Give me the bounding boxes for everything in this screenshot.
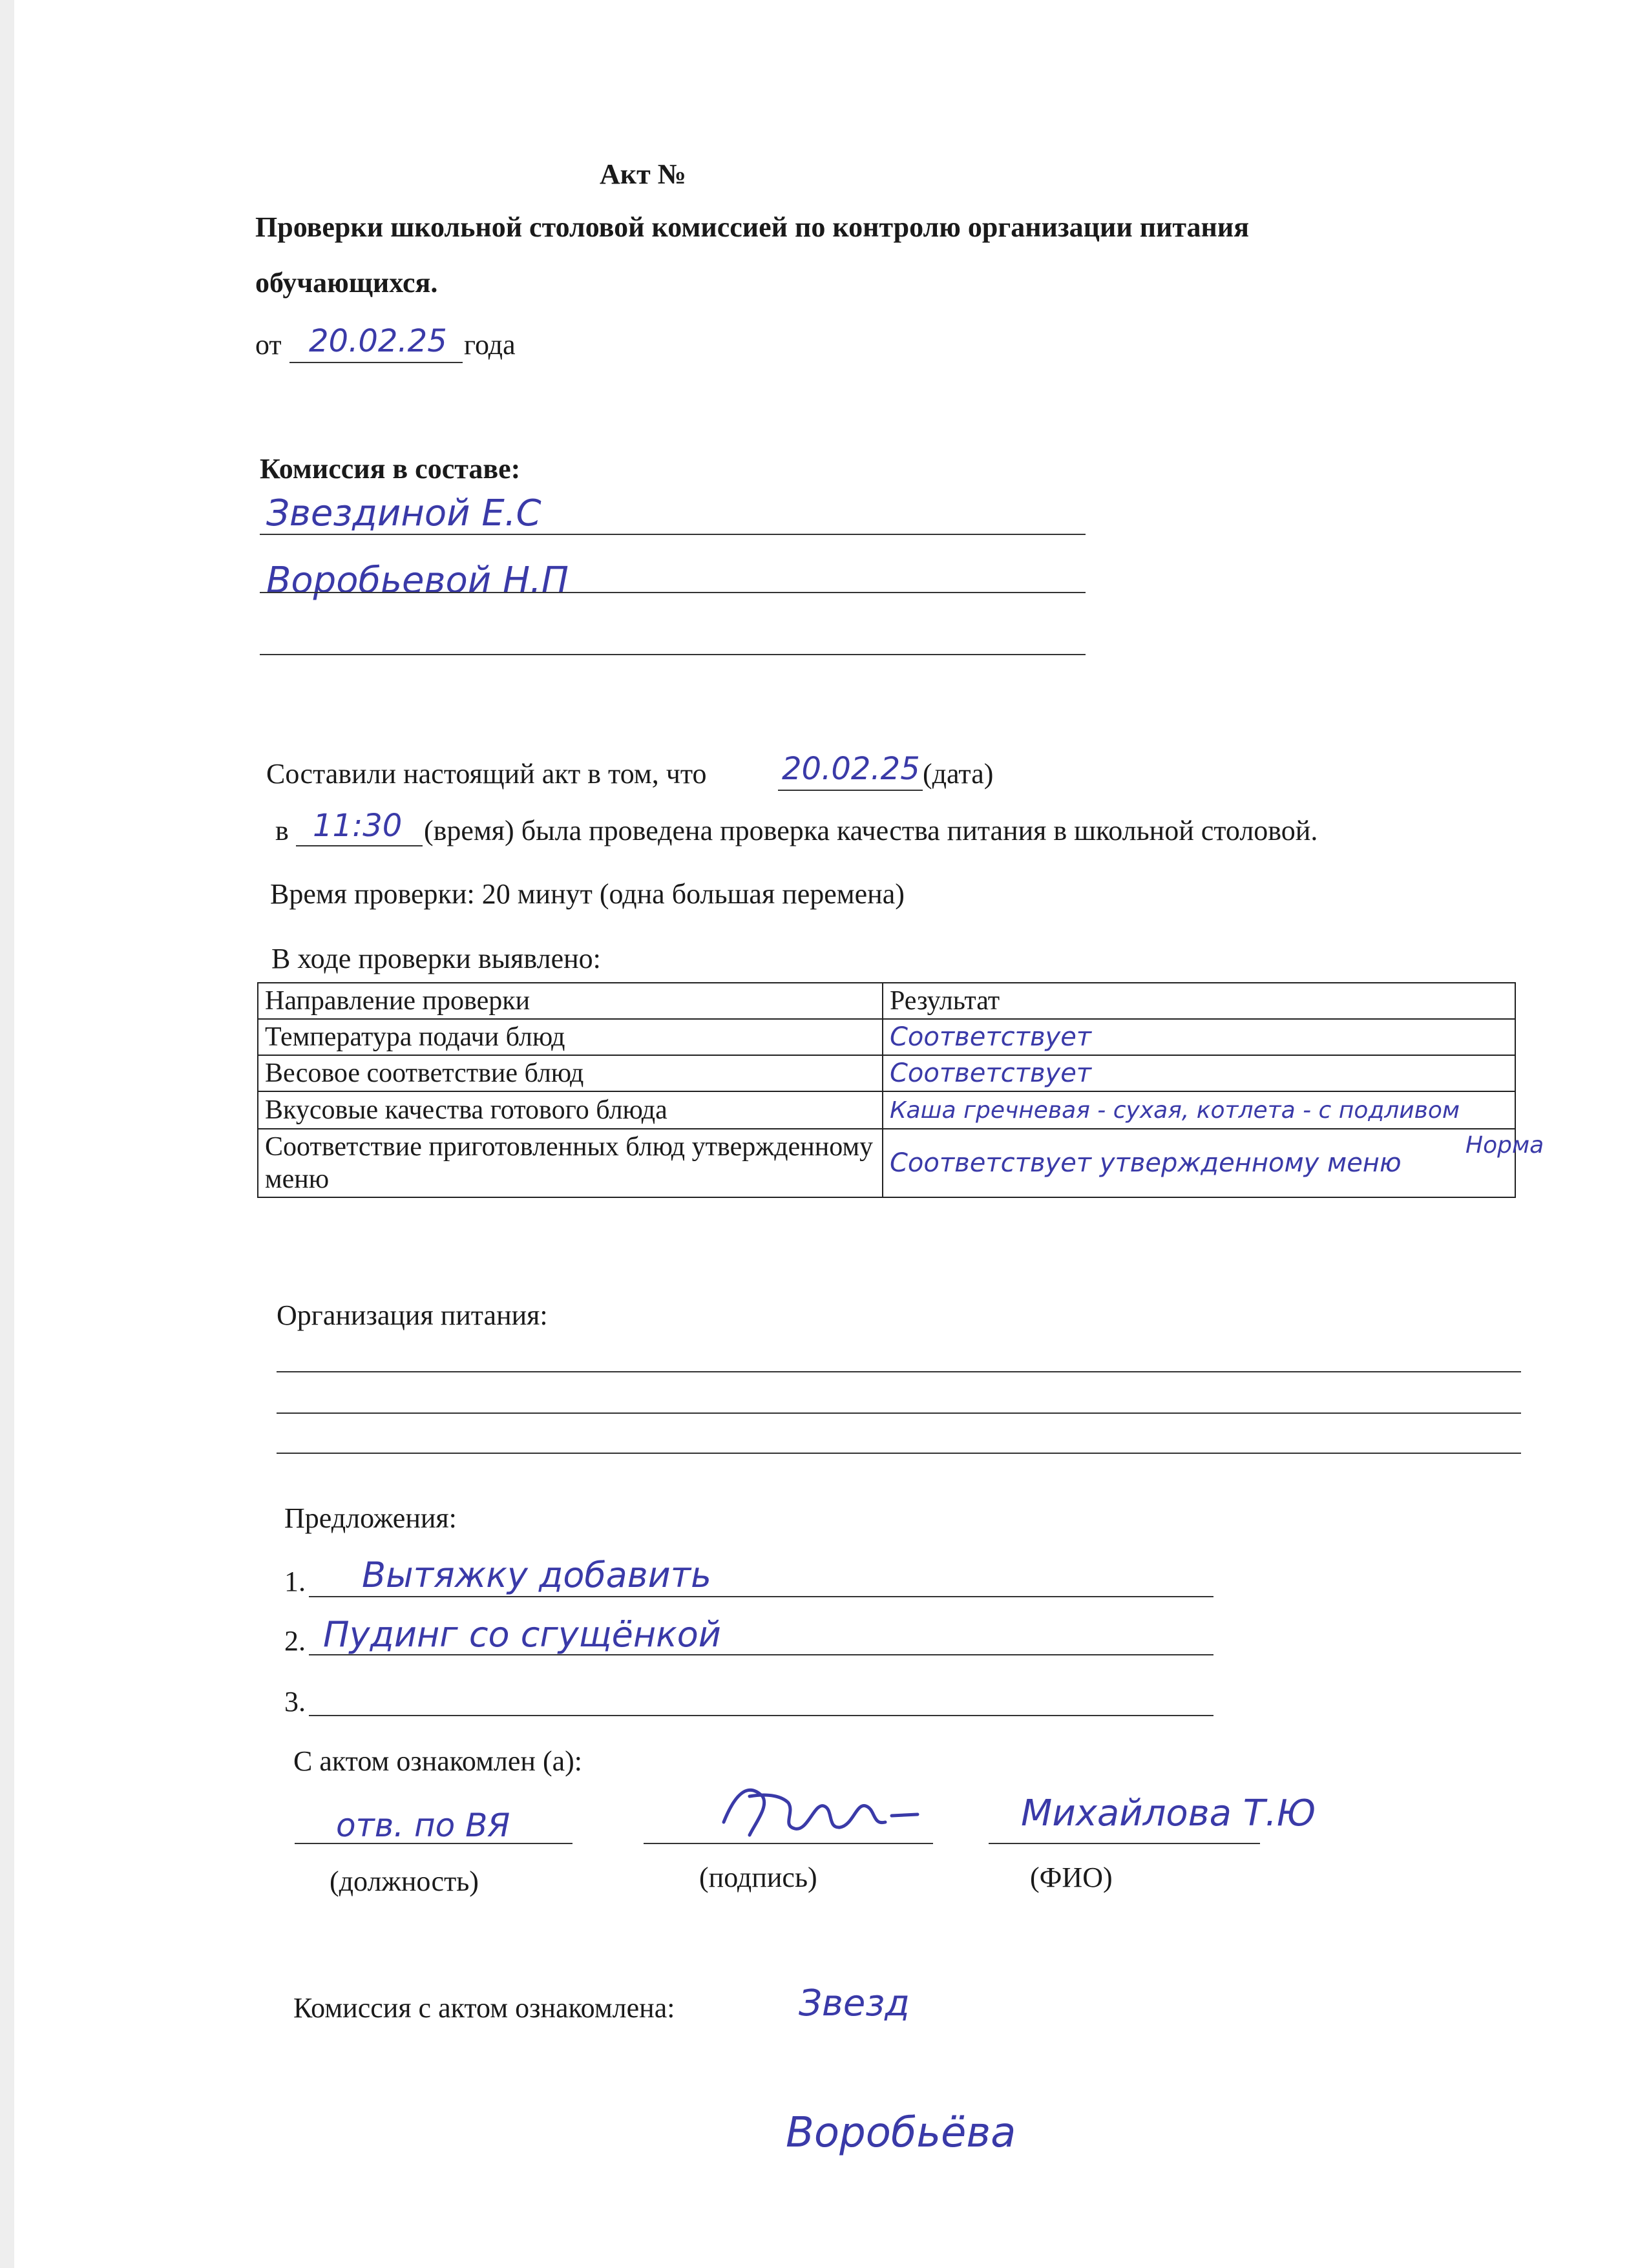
row-result (883, 1091, 1515, 1129)
organization-line-3 (277, 1453, 1521, 1454)
statement-found: В ходе проверки выявлено: (271, 943, 601, 974)
organization-line-1 (277, 1371, 1521, 1372)
proposal-number-2: 2. (284, 1625, 306, 1657)
caption-signature: (подпись) (699, 1862, 817, 1893)
proposal-text-2: Пудинг со сгущёнкой (323, 1614, 721, 1655)
statement-line2-prefix: в (275, 815, 289, 846)
row-result-value: Каша гречневая - сухая, котлета - с подливом (890, 1097, 1460, 1124)
proposal-number-1: 1. (284, 1566, 306, 1597)
act-subtitle-line1: Проверки школьной столовой комиссией по контролю организации питания (255, 211, 1250, 243)
row-item: Весовое соответствие блюд (258, 1055, 883, 1091)
statement-line2-suffix: (время) была проведена проверка качества питания в школьной столовой. (424, 815, 1318, 846)
proposal-line-2 (309, 1654, 1213, 1655)
proposal-line-1 (309, 1596, 1213, 1597)
table-row (258, 1019, 1515, 1055)
date-value: 20.02.25 (309, 323, 447, 359)
row-result-value: Соответствует утвержденному меню (890, 1148, 1402, 1178)
position-line (295, 1843, 572, 1844)
signature-line (644, 1843, 933, 1844)
statement-line1-suffix: (дата) (923, 758, 994, 790)
row-item: Температура подачи блюд (258, 1019, 883, 1055)
fio-line (989, 1843, 1260, 1844)
table-row (258, 1055, 1515, 1091)
caption-fio: (ФИО) (1030, 1862, 1113, 1893)
commission-label: Комиссия в составе: (260, 453, 521, 485)
commission-line-3 (260, 654, 1086, 655)
commission-signature-2: Воробьёва (786, 2109, 1016, 2157)
act-title: Акт № (600, 158, 686, 190)
table-row (258, 1129, 1515, 1197)
header-result: Результат (883, 983, 1515, 1019)
commission-line-2 (260, 592, 1086, 593)
row-result-value: Соответствует (890, 1058, 1092, 1088)
date-underline (289, 362, 463, 363)
organization-line-2 (277, 1412, 1521, 1414)
check-table-header (258, 983, 1515, 1019)
statement-date-value: 20.02.25 (782, 751, 920, 787)
commission-signature-1: Звезд (799, 1982, 910, 2024)
proposals-label: Предложения: (284, 1502, 457, 1534)
organization-label: Организация питания: (277, 1299, 548, 1331)
acknowledged-position: отв. по ВЯ (336, 1807, 510, 1844)
acknowledged-label: С актом ознакомлен (а): (293, 1745, 583, 1777)
caption-position: (должность) (330, 1865, 479, 1897)
statement-time-underline (296, 845, 423, 846)
taste-norm-note: Норма (1465, 1132, 1544, 1159)
commission-member-1: Звездиной Е.С (266, 492, 541, 534)
statement-line1-prefix: Составили настоящий акт в том, что (266, 758, 707, 790)
row-item: Вкусовые качества готового блюда (258, 1091, 883, 1129)
date-suffix: года (464, 329, 516, 361)
row-result-value: Соответствует (890, 1022, 1092, 1052)
act-subtitle-line2: обучающихся. (255, 267, 438, 299)
table-row (258, 1091, 1515, 1129)
commission-member-2: Воробьевой Н.П (266, 560, 569, 602)
proposal-line-3 (309, 1715, 1213, 1716)
statement-time-value: 11:30 (313, 808, 403, 844)
commission-line-1 (260, 534, 1086, 535)
row-result (883, 1055, 1515, 1091)
page-edge (0, 0, 14, 2268)
row-item: Соответствие приготовленных блюд утвержденному меню (258, 1129, 883, 1197)
row-result (883, 1129, 1515, 1197)
date-prefix: от (255, 329, 282, 361)
proposal-text-1: Вытяжку добавить (362, 1555, 711, 1595)
header-direction: Направление проверки (258, 983, 883, 1019)
row-result (883, 1019, 1515, 1055)
statement-date-underline (778, 790, 923, 791)
check-table (257, 982, 1516, 1198)
signature-image (711, 1777, 924, 1848)
proposal-number-3: 3. (284, 1686, 306, 1717)
acknowledged-fio: Михайлова Т.Ю (1021, 1792, 1316, 1834)
statement-duration: Время проверки: 20 минут (одна большая перемена) (270, 878, 905, 910)
commission-ack-label: Комиссия с актом ознакомлена: (293, 1992, 675, 2024)
